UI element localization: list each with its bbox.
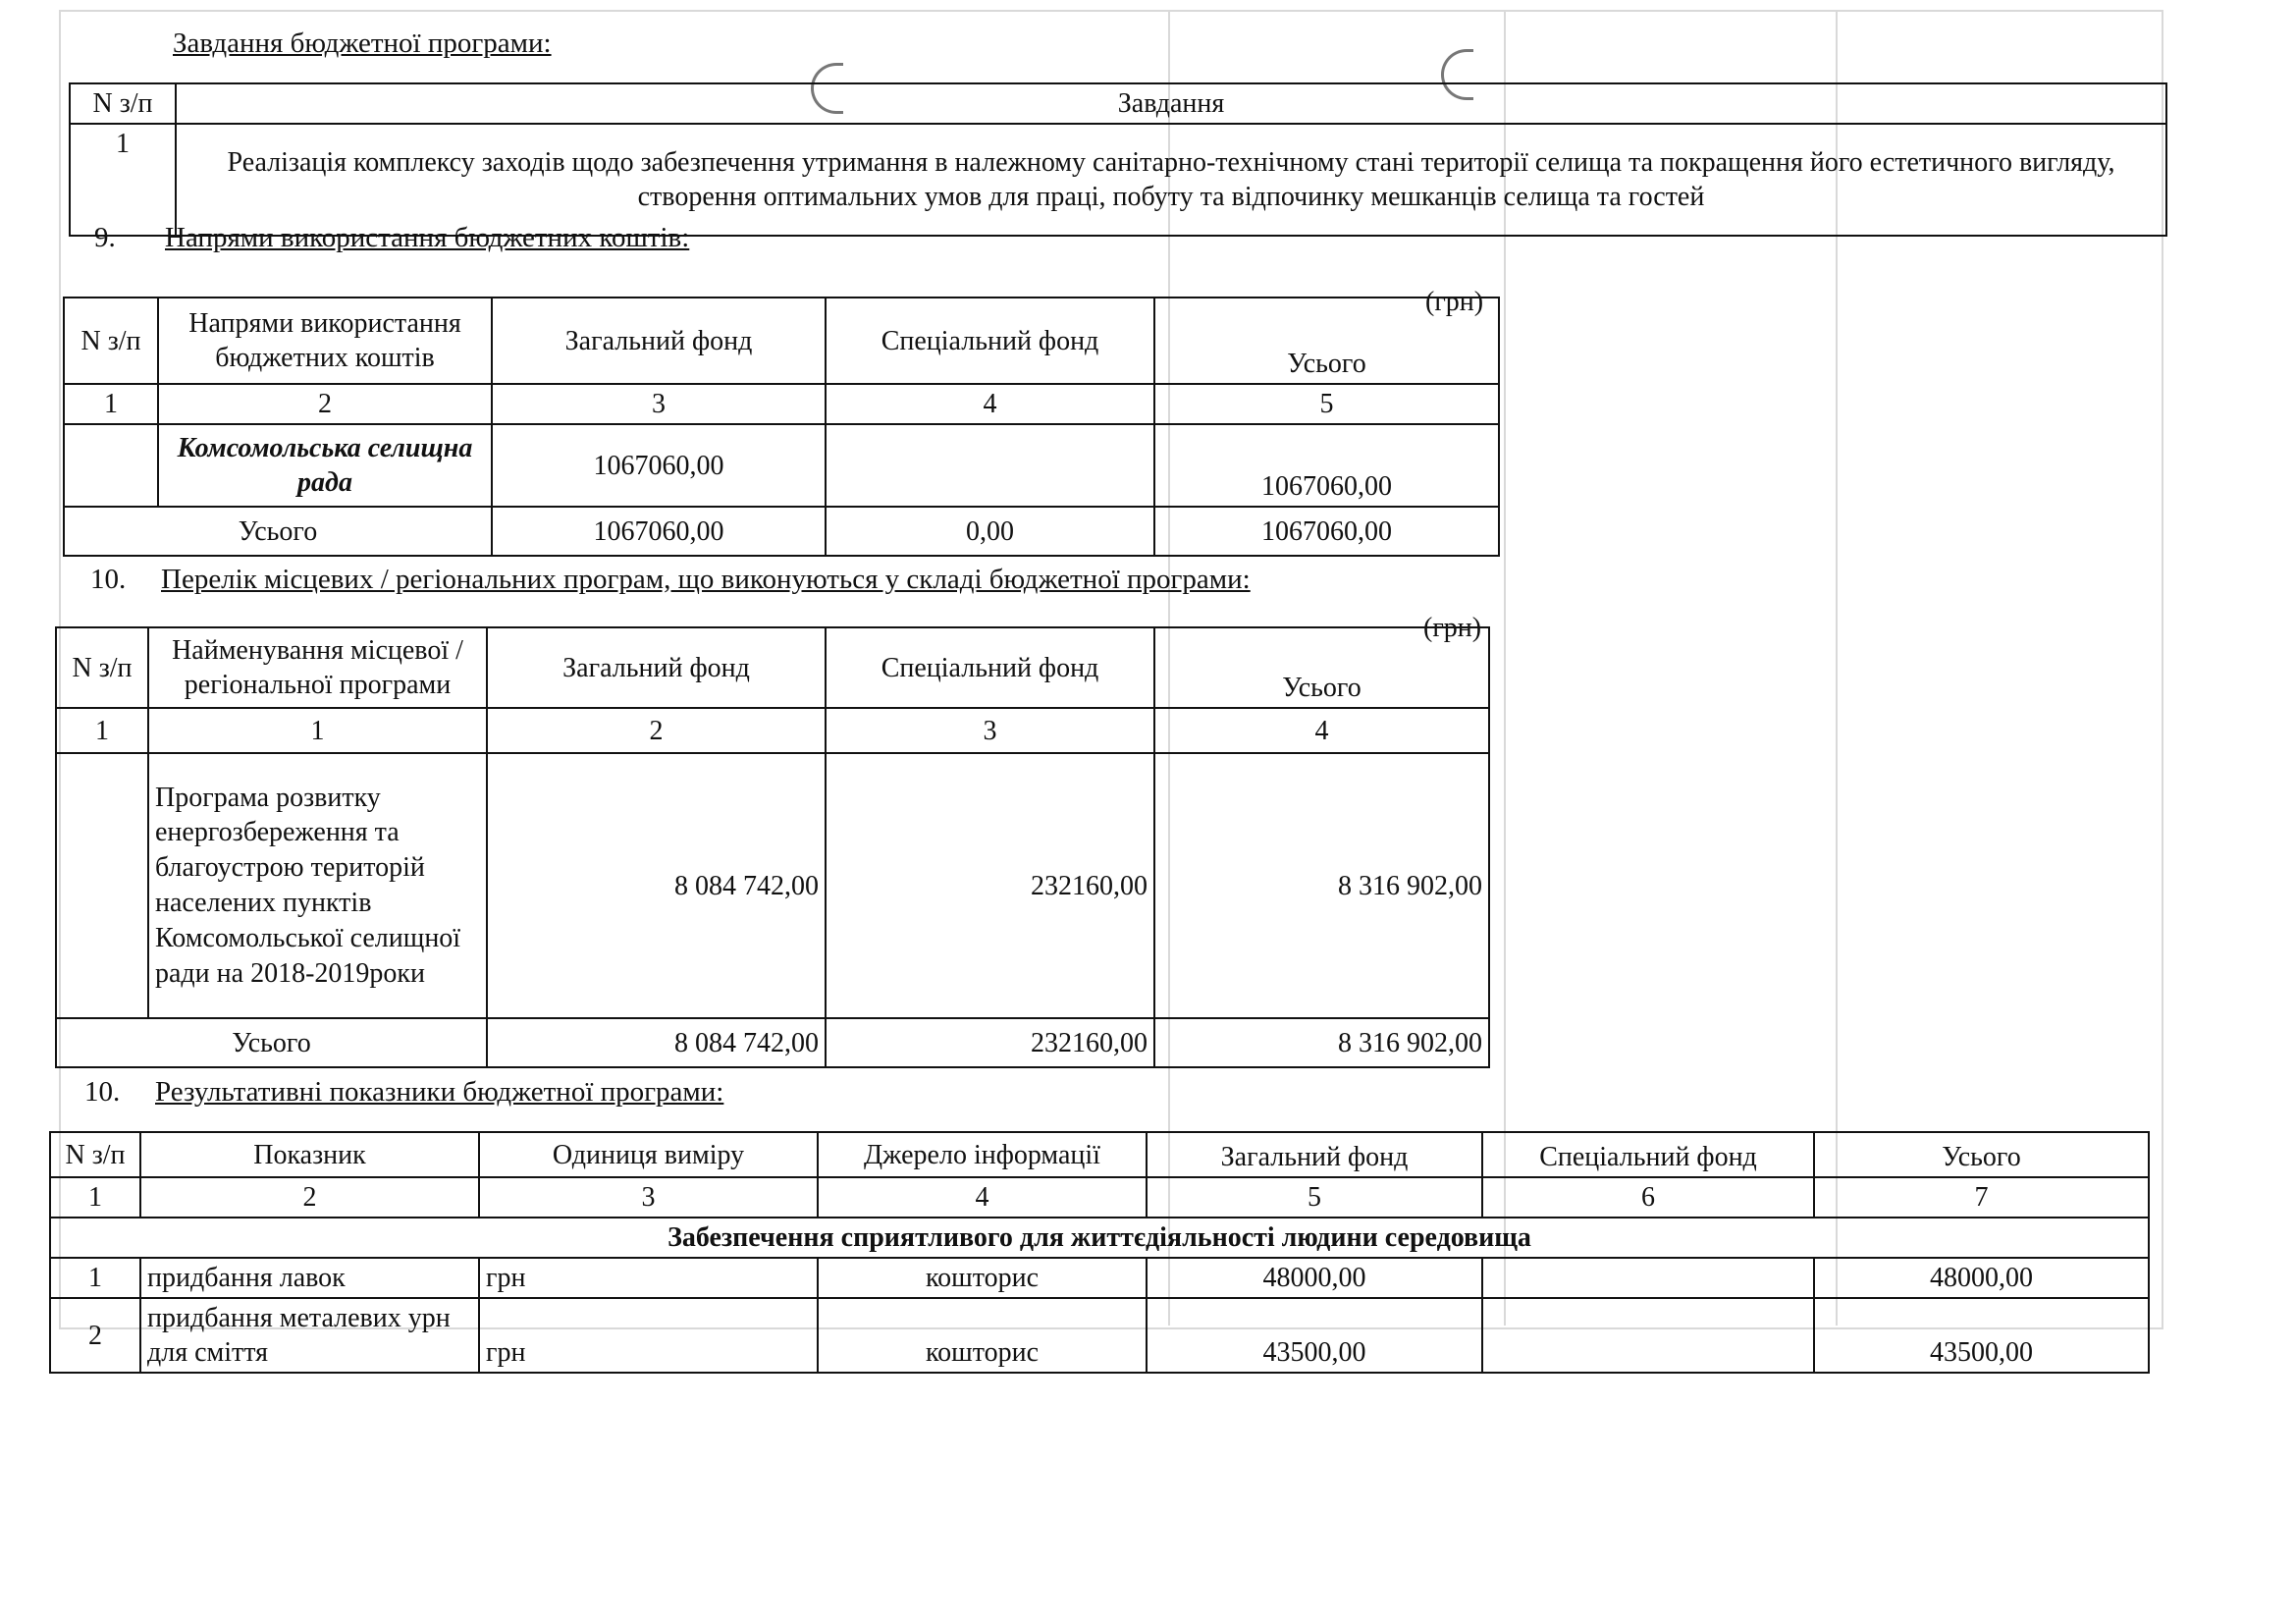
directions-colnum: 1 [64, 384, 158, 424]
indicators-heading: 10. Результативні показники бюджетної програми: [84, 1076, 724, 1108]
tasks-col-task: Завдання [176, 83, 2166, 124]
indicators-row-total: 48000,00 [1814, 1258, 2149, 1298]
directions-row-name: Комсомольська селищна рада [158, 424, 492, 507]
tasks-table [69, 82, 2167, 237]
tasks-col-num: N з/п [70, 83, 176, 124]
indicators-row-unit: грн [479, 1298, 818, 1373]
directions-total-total: 1067060,00 [1154, 507, 1499, 556]
indicators-row-num: 1 [50, 1258, 140, 1298]
indicators-col-unit: Одиниця виміру [479, 1132, 818, 1177]
indicators-row-source: кошторис [818, 1298, 1147, 1373]
programs-total-special: 232160,00 [826, 1018, 1154, 1067]
programs-row-general: 8 084 742,00 [487, 753, 826, 1018]
directions-col-num: N з/п [64, 298, 158, 384]
programs-col-num: N з/п [56, 627, 148, 708]
indicators-colnum: 4 [818, 1177, 1147, 1218]
indicators-row-name: придбання металевих урн для сміття [140, 1298, 479, 1373]
programs-heading: 10. Перелік місцевих / регіональних програм, що виконуються у складі бюджетної програми: [90, 564, 1251, 595]
indicators-row-general: 48000,00 [1147, 1258, 1482, 1298]
directions-heading: 9. Напрями використання бюджетних коштів: [94, 222, 690, 253]
indicators-colnum: 7 [1814, 1177, 2149, 1218]
programs-col-special: Спеціальний фонд [826, 627, 1154, 708]
programs-total-total: 8 316 902,00 [1154, 1018, 1489, 1067]
tasks-row-num: 1 [70, 124, 176, 236]
directions-col-total: Усього [1154, 298, 1499, 384]
indicators-colnum: 1 [50, 1177, 140, 1218]
indicators-col-name: Показник [140, 1132, 479, 1177]
programs-total-label: Усього [56, 1018, 487, 1067]
directions-col-general: Загальний фонд [492, 298, 826, 384]
indicators-row-special [1482, 1258, 1814, 1298]
directions-total-label: Усього [64, 507, 492, 556]
programs-colnum: 1 [148, 708, 487, 753]
programs-colnum: 2 [487, 708, 826, 753]
programs-col-name: Найменування місцевої / регіональної програми [148, 627, 487, 708]
programs-col-total: Усього [1154, 627, 1489, 708]
directions-unit: (грн) [1425, 287, 1484, 317]
directions-colnum: 5 [1154, 384, 1499, 424]
programs-col-general: Загальний фонд [487, 627, 826, 708]
tasks-heading: Завдання бюджетної програми: [173, 27, 552, 59]
indicators-colnum: 5 [1147, 1177, 1482, 1218]
indicators-row-general: 43500,00 [1147, 1298, 1482, 1373]
indicators-row-total: 43500,00 [1814, 1298, 2149, 1373]
programs-row-name: Програма розвитку енергозбереження та благоустрою територій населених пунктів Комсомольської селищної ради на 2018-2019роки [148, 753, 487, 1018]
indicators-row-name: придбання лавок [140, 1258, 479, 1298]
programs-row-num-cell [56, 753, 148, 1018]
indicators-col-num: N з/п [50, 1132, 140, 1177]
directions-row-total: 1067060,00 [1154, 424, 1499, 507]
directions-row-general: 1067060,00 [492, 424, 826, 507]
programs-unit: (грн) [1423, 613, 1482, 643]
tasks-row-text: Реалізація комплексу заходів щодо забезпечення утримання в належному санітарно-технічному стані території селища та покращення його естетичного вигляду, створення оптимальних умов для праці, побуту та відпочинку мешканців селища та гостей [176, 124, 2166, 236]
indicators-table [49, 1131, 2150, 1374]
indicators-col-general: Загальний фонд [1147, 1132, 1482, 1177]
indicators-col-total: Усього [1814, 1132, 2149, 1177]
directions-row-special [826, 424, 1154, 507]
indicators-colnum: 3 [479, 1177, 818, 1218]
directions-col-special: Спеціальний фонд [826, 298, 1154, 384]
indicators-colnum: 6 [1482, 1177, 1814, 1218]
indicators-colnum: 2 [140, 1177, 479, 1218]
programs-colnum: 4 [1154, 708, 1489, 753]
indicators-col-source: Джерело інформації [818, 1132, 1147, 1177]
directions-colnum: 3 [492, 384, 826, 424]
directions-row-num-cell [64, 424, 158, 507]
directions-col-name: Напрями використання бюджетних коштів [158, 298, 492, 384]
directions-total-general: 1067060,00 [492, 507, 826, 556]
indicators-row-source: кошторис [818, 1258, 1147, 1298]
indicators-row-unit: грн [479, 1258, 818, 1298]
indicators-group-title: Забезпечення сприятливого для життєдіяльності людини середовища [50, 1218, 2149, 1258]
programs-row-total: 8 316 902,00 [1154, 753, 1489, 1018]
programs-row-special: 232160,00 [826, 753, 1154, 1018]
indicators-row-special [1482, 1298, 1814, 1373]
indicators-row-num: 2 [50, 1298, 140, 1373]
programs-total-general: 8 084 742,00 [487, 1018, 826, 1067]
directions-colnum: 2 [158, 384, 492, 424]
directions-total-special: 0,00 [826, 507, 1154, 556]
programs-colnum: 1 [56, 708, 148, 753]
directions-colnum: 4 [826, 384, 1154, 424]
programs-table [55, 626, 1490, 1068]
directions-table [63, 297, 1500, 557]
programs-colnum: 3 [826, 708, 1154, 753]
indicators-col-special: Спеціальний фонд [1482, 1132, 1814, 1177]
